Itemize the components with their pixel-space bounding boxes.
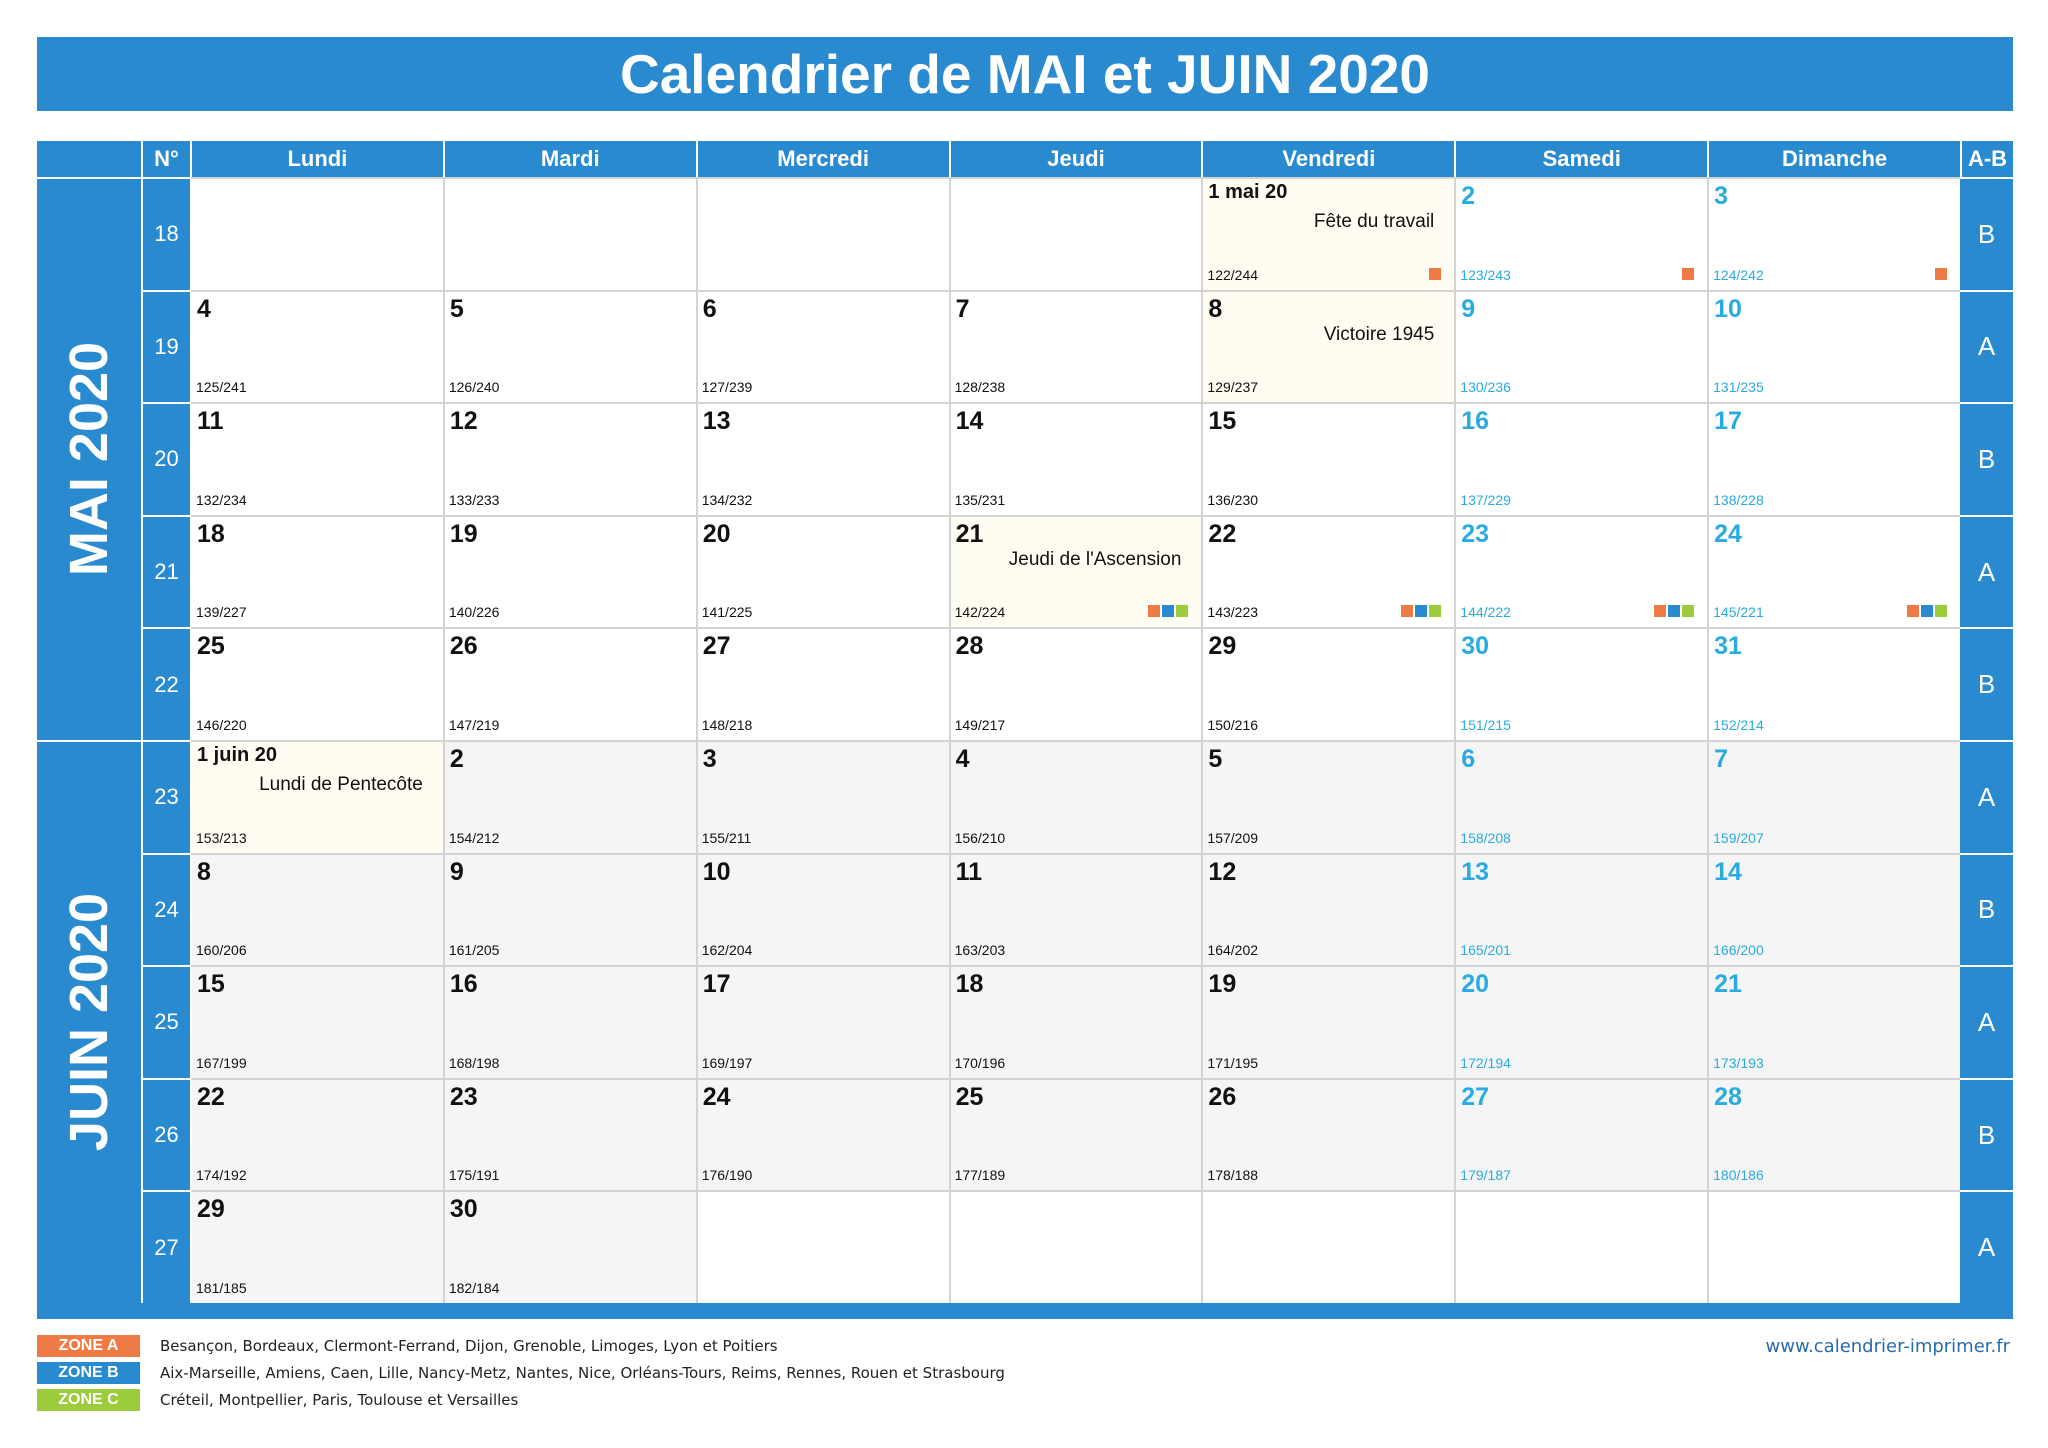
day-number: 13 <box>1461 857 1490 886</box>
day-cell[interactable] <box>190 290 443 403</box>
zone-ab: B <box>1960 402 2013 515</box>
day-of-year: 159/207 <box>1713 829 1764 846</box>
day-of-year: 129/237 <box>1207 379 1259 396</box>
header-day-1: Lundi <box>190 141 443 177</box>
header-week-number: N° <box>141 141 190 177</box>
day-of-year: 169/197 <box>701 1054 753 1071</box>
day-cell[interactable] <box>949 965 1202 1078</box>
day-cell[interactable] <box>1201 515 1454 628</box>
day-number: 19 <box>449 519 478 548</box>
day-of-year: 154/212 <box>448 829 500 846</box>
day-of-year: 135/231 <box>954 491 1006 508</box>
day-cell[interactable] <box>443 627 696 740</box>
day-cell[interactable] <box>443 290 696 403</box>
day-of-year: 138/228 <box>1713 491 1764 508</box>
header-ab: A-B <box>1960 141 2013 177</box>
header-day-5: Vendredi <box>1201 141 1454 177</box>
day-number: 22 <box>1208 519 1237 548</box>
week-number: 24 <box>141 853 190 966</box>
zone-ab: B <box>1960 627 2013 740</box>
day-number: 3 <box>1714 182 1729 210</box>
empty-cell <box>949 177 1202 290</box>
empty-cell <box>696 177 949 290</box>
day-of-year: 122/244 <box>1207 266 1259 283</box>
day-cell[interactable] <box>696 290 949 403</box>
day-of-year: 170/196 <box>954 1054 1006 1071</box>
zone-b-marker <box>1921 605 1933 617</box>
zone-a-marker <box>1907 605 1919 617</box>
day-number: 10 <box>1714 294 1742 323</box>
zone-c-marker <box>1429 605 1441 617</box>
day-number: 9 <box>449 857 464 886</box>
zone-a-marker <box>1429 268 1441 280</box>
day-cell[interactable] <box>1454 515 1707 628</box>
day-of-year: 181/185 <box>196 1279 247 1296</box>
day-cell[interactable] <box>1707 740 1960 853</box>
day-cell[interactable] <box>949 740 1202 853</box>
day-number: 29 <box>197 1195 225 1224</box>
zone-a-marker <box>1401 605 1413 617</box>
day-cell[interactable] <box>1201 965 1454 1078</box>
day-of-year: 179/187 <box>1460 1167 1511 1184</box>
holiday-name: Lundi de Pentecôte <box>259 773 423 795</box>
day-cell[interactable] <box>1201 1078 1454 1191</box>
day-number: 12 <box>449 407 478 436</box>
day-of-year: 162/204 <box>701 942 753 959</box>
website-link[interactable]: www.calendrier-imprimer.fr <box>1765 1336 2010 1357</box>
day-cell[interactable] <box>696 402 949 515</box>
zone-markers <box>1682 268 1694 280</box>
zone-b-marker <box>1162 605 1174 617</box>
zone-ab: A <box>1960 515 2013 628</box>
day-number: 11 <box>197 407 224 436</box>
zone-c-marker <box>1176 605 1188 617</box>
day-number: 30 <box>1461 632 1490 661</box>
day-cell[interactable] <box>696 1078 949 1191</box>
day-number: 6 <box>1461 744 1476 773</box>
day-cell[interactable] <box>1454 402 1707 515</box>
day-of-year: 145/221 <box>1713 604 1764 621</box>
zone-badge: ZONE A <box>37 1335 140 1357</box>
header-day-4: Jeudi <box>949 141 1202 177</box>
day-cell[interactable] <box>1201 290 1454 403</box>
zone-cities: Aix-Marseille, Amiens, Caen, Lille, Nancy-Metz, Nantes, Nice, Orléans-Tours, Reims, Rennes, Rouen et Strasbourg <box>160 1363 1005 1382</box>
day-number: 17 <box>1714 407 1742 436</box>
day-of-year: 161/205 <box>448 942 500 959</box>
day-of-year: 163/203 <box>954 942 1006 959</box>
zone-markers <box>1654 605 1694 617</box>
day-number: 8 <box>197 857 211 886</box>
day-cell[interactable] <box>1707 853 1960 966</box>
day-of-year: 164/202 <box>1207 942 1259 959</box>
zone-a-marker <box>1148 605 1160 617</box>
day-number: 6 <box>702 294 717 323</box>
zone-a-marker <box>1935 268 1947 280</box>
header-day-3: Mercredi <box>696 141 949 177</box>
zone-a-marker <box>1682 268 1694 280</box>
calendar-frame <box>37 141 2013 1319</box>
day-of-year: 167/199 <box>196 1054 247 1071</box>
day-cell[interactable] <box>443 1190 696 1303</box>
day-cell[interactable] <box>1707 515 1960 628</box>
day-cell[interactable] <box>949 627 1202 740</box>
day-of-year: 126/240 <box>448 379 500 396</box>
zone-ab: A <box>1960 965 2013 1078</box>
day-cell[interactable] <box>190 1078 443 1191</box>
day-number: 29 <box>1208 632 1237 661</box>
empty-cell <box>1454 1190 1707 1303</box>
zone-ab: A <box>1960 740 2013 853</box>
day-number: 13 <box>702 407 731 436</box>
day-cell[interactable] <box>1707 177 1960 290</box>
day-number: 24 <box>1714 519 1742 548</box>
day-of-year: 177/189 <box>954 1167 1006 1184</box>
day-of-year: 152/214 <box>1713 716 1764 733</box>
day-number: 16 <box>1461 407 1490 436</box>
holiday-name: Fête du travail <box>1313 211 1435 232</box>
day-cell[interactable] <box>190 740 443 853</box>
day-of-year: 140/226 <box>448 604 500 621</box>
day-of-year: 157/209 <box>1207 829 1259 846</box>
day-of-year: 133/233 <box>448 491 500 508</box>
day-of-year: 141/225 <box>701 604 753 621</box>
day-of-year: 150/216 <box>1207 716 1259 733</box>
day-of-year: 125/241 <box>196 379 247 396</box>
week-number: 26 <box>141 1078 190 1191</box>
day-number: 20 <box>702 519 731 548</box>
day-cell[interactable] <box>190 853 443 966</box>
day-number: 25 <box>955 1082 984 1111</box>
day-cell[interactable] <box>696 627 949 740</box>
month-label-text: MAI 2020 <box>59 342 119 577</box>
week-number: 19 <box>141 290 190 403</box>
empty-cell <box>1707 1190 1960 1303</box>
empty-cell <box>696 1190 949 1303</box>
zone-badge: ZONE C <box>37 1389 140 1411</box>
empty-cell <box>190 177 443 290</box>
zone-ab: B <box>1960 1078 2013 1191</box>
day-of-year: 160/206 <box>196 942 247 959</box>
day-of-year: 146/220 <box>196 716 247 733</box>
day-number: 15 <box>1208 407 1237 436</box>
day-cell[interactable] <box>949 290 1202 403</box>
day-number: 4 <box>197 294 211 323</box>
day-of-year: 180/186 <box>1713 1167 1764 1184</box>
day-cell[interactable] <box>1201 740 1454 853</box>
day-cell[interactable] <box>949 853 1202 966</box>
day-number: 9 <box>1461 294 1476 323</box>
zone-c-marker <box>1935 605 1947 617</box>
zone-legend-row <box>37 1386 1005 1413</box>
day-number: 2 <box>1461 182 1476 210</box>
day-number: 18 <box>197 519 225 548</box>
day-number: 28 <box>955 632 984 661</box>
zone-markers <box>1401 605 1441 617</box>
week-number: 27 <box>141 1190 190 1303</box>
day-number: 5 <box>1208 744 1223 773</box>
week-number: 18 <box>141 177 190 290</box>
day-cell[interactable] <box>443 402 696 515</box>
day-number: 27 <box>1461 1082 1490 1111</box>
day-cell[interactable] <box>1454 290 1707 403</box>
header-day-2: Mardi <box>443 141 696 177</box>
day-cell[interactable] <box>696 853 949 966</box>
day-cell[interactable] <box>1454 740 1707 853</box>
zone-cities: Besançon, Bordeaux, Clermont-Ferrand, Dijon, Grenoble, Limoges, Lyon et Poitiers <box>160 1336 778 1355</box>
day-cell[interactable] <box>1454 627 1707 740</box>
week-number: 21 <box>141 515 190 628</box>
day-cell[interactable] <box>190 402 443 515</box>
day-of-year: 148/218 <box>701 716 753 733</box>
day-cell[interactable] <box>1454 965 1707 1078</box>
day-of-year: 132/234 <box>196 491 247 508</box>
day-number: 30 <box>449 1195 478 1224</box>
day-of-year: 168/198 <box>448 1054 500 1071</box>
zone-cities: Créteil, Montpellier, Paris, Toulouse et Versailles <box>160 1390 519 1409</box>
day-cell[interactable] <box>443 515 696 628</box>
day-number: 22 <box>197 1082 225 1111</box>
day-of-year: 174/192 <box>196 1167 247 1184</box>
day-cell[interactable] <box>1201 402 1454 515</box>
holiday-name: Jeudi de l'Ascension <box>1008 548 1182 570</box>
zone-badge: ZONE B <box>37 1362 140 1384</box>
day-cell[interactable] <box>696 965 949 1078</box>
day-cell[interactable] <box>1707 402 1960 515</box>
zone-markers <box>1907 605 1947 617</box>
day-cell[interactable] <box>190 965 443 1078</box>
day-number: 3 <box>702 744 717 773</box>
day-number: 28 <box>1714 1082 1742 1111</box>
day-cell[interactable] <box>949 402 1202 515</box>
day-cell[interactable] <box>1201 177 1454 290</box>
day-cell[interactable] <box>1454 853 1707 966</box>
day-of-year: 182/184 <box>448 1279 500 1296</box>
day-cell[interactable] <box>696 740 949 853</box>
day-cell[interactable] <box>1201 627 1454 740</box>
empty-cell <box>443 177 696 290</box>
day-of-year: 149/217 <box>954 716 1006 733</box>
day-number: 2 <box>449 744 464 773</box>
day-number: 4 <box>955 744 970 773</box>
day-number: 19 <box>1208 970 1237 999</box>
day-cell[interactable] <box>443 853 696 966</box>
day-number: 31 <box>1714 632 1742 661</box>
day-cell[interactable] <box>1707 627 1960 740</box>
day-of-year: 175/191 <box>448 1167 500 1184</box>
day-cell[interactable] <box>443 1078 696 1191</box>
week-number: 20 <box>141 402 190 515</box>
day-of-year: 176/190 <box>701 1167 753 1184</box>
zone-ab: A <box>1960 1190 2013 1303</box>
day-number: 5 <box>449 294 464 323</box>
day-cell[interactable] <box>190 627 443 740</box>
day-of-year: 172/194 <box>1460 1054 1511 1071</box>
day-cell[interactable] <box>443 740 696 853</box>
day-of-year: 123/243 <box>1460 266 1511 283</box>
header-corner <box>37 141 141 177</box>
calendar-title: Calendrier de MAI et JUIN 2020 <box>37 37 2013 111</box>
day-number: 24 <box>702 1082 731 1111</box>
day-number: 26 <box>449 632 478 661</box>
day-cell[interactable] <box>1707 1078 1960 1191</box>
day-cell[interactable] <box>1707 965 1960 1078</box>
day-number: 7 <box>955 294 970 323</box>
day-number: 21 <box>955 519 984 548</box>
day-number: 10 <box>702 857 731 886</box>
day-of-year: 127/239 <box>701 379 753 396</box>
day-of-year: 166/200 <box>1713 942 1764 959</box>
day-number: 23 <box>449 1082 478 1111</box>
zone-ab: A <box>1960 290 2013 403</box>
header-day-6: Samedi <box>1454 141 1707 177</box>
day-of-year: 134/232 <box>701 491 753 508</box>
day-number: 16 <box>449 970 478 999</box>
day-of-year: 142/224 <box>954 604 1006 621</box>
zone-ab: B <box>1960 853 2013 966</box>
day-of-year: 156/210 <box>954 829 1006 846</box>
day-number: 14 <box>1714 857 1742 886</box>
day-number: 15 <box>197 970 225 999</box>
day-cell[interactable] <box>949 1078 1202 1191</box>
day-of-year: 178/188 <box>1207 1167 1259 1184</box>
day-of-year: 137/229 <box>1460 491 1511 508</box>
day-cell[interactable] <box>190 515 443 628</box>
day-of-year: 130/236 <box>1460 379 1511 396</box>
calendar-grid <box>37 141 2013 1319</box>
zone-c-marker <box>1682 605 1694 617</box>
zone-ab: B <box>1960 177 2013 290</box>
day-of-year: 144/222 <box>1460 604 1511 621</box>
day-number: 8 <box>1208 294 1223 323</box>
day-number: 27 <box>702 632 731 661</box>
day-cell[interactable] <box>949 515 1202 628</box>
day-number: 14 <box>955 407 984 436</box>
day-cell[interactable] <box>696 515 949 628</box>
header-day-7: Dimanche <box>1707 141 1960 177</box>
day-number: 23 <box>1461 519 1490 548</box>
empty-cell <box>949 1190 1202 1303</box>
day-of-year: 143/223 <box>1207 604 1259 621</box>
day-number: 7 <box>1714 744 1729 773</box>
day-of-year: 171/195 <box>1207 1054 1259 1071</box>
day-number: 11 <box>955 857 982 886</box>
zone-legend-row <box>37 1332 1005 1359</box>
zone-a-marker <box>1654 605 1666 617</box>
day-of-year: 147/219 <box>448 716 500 733</box>
day-number: 26 <box>1208 1082 1237 1111</box>
day-cell[interactable] <box>190 1190 443 1303</box>
day-cell[interactable] <box>443 965 696 1078</box>
zone-markers <box>1429 268 1441 280</box>
day-of-year: 128/238 <box>954 379 1006 396</box>
day-of-year: 124/242 <box>1713 266 1764 283</box>
day-of-year: 155/211 <box>701 829 752 846</box>
day-of-year: 158/208 <box>1460 829 1511 846</box>
day-of-year: 131/235 <box>1713 379 1764 396</box>
day-of-year: 151/215 <box>1460 716 1511 733</box>
week-number: 22 <box>141 627 190 740</box>
empty-cell <box>1201 1190 1454 1303</box>
day-number: 21 <box>1714 970 1742 999</box>
month-label-text: JUIN 2020 <box>59 893 120 1152</box>
day-cell[interactable] <box>1707 290 1960 403</box>
day-number: 17 <box>702 970 731 999</box>
day-number: 25 <box>197 632 225 661</box>
day-number: 18 <box>955 970 984 999</box>
zone-legend-row <box>37 1359 1005 1386</box>
day-number: 1 juin 20 <box>197 743 278 766</box>
day-number: 20 <box>1461 970 1490 999</box>
zone-b-marker <box>1415 605 1427 617</box>
day-cell[interactable] <box>1201 853 1454 966</box>
day-of-year: 173/193 <box>1713 1054 1764 1071</box>
day-of-year: 153/213 <box>196 829 247 846</box>
zone-legend <box>37 1332 1005 1413</box>
day-number: 12 <box>1208 857 1237 886</box>
zone-markers <box>1935 268 1947 280</box>
zone-markers <box>1148 605 1188 617</box>
week-number: 25 <box>141 965 190 1078</box>
day-of-year: 136/230 <box>1207 491 1259 508</box>
week-number: 23 <box>141 740 190 853</box>
month-label-1 <box>37 177 141 740</box>
day-cell[interactable] <box>1454 177 1707 290</box>
day-of-year: 139/227 <box>196 604 247 621</box>
zone-b-marker <box>1668 605 1680 617</box>
day-of-year: 165/201 <box>1460 942 1511 959</box>
day-number: 1 mai 20 <box>1208 181 1288 203</box>
month-label-2 <box>37 740 141 1303</box>
day-cell[interactable] <box>1454 1078 1707 1191</box>
holiday-name: Victoire 1945 <box>1323 323 1435 345</box>
